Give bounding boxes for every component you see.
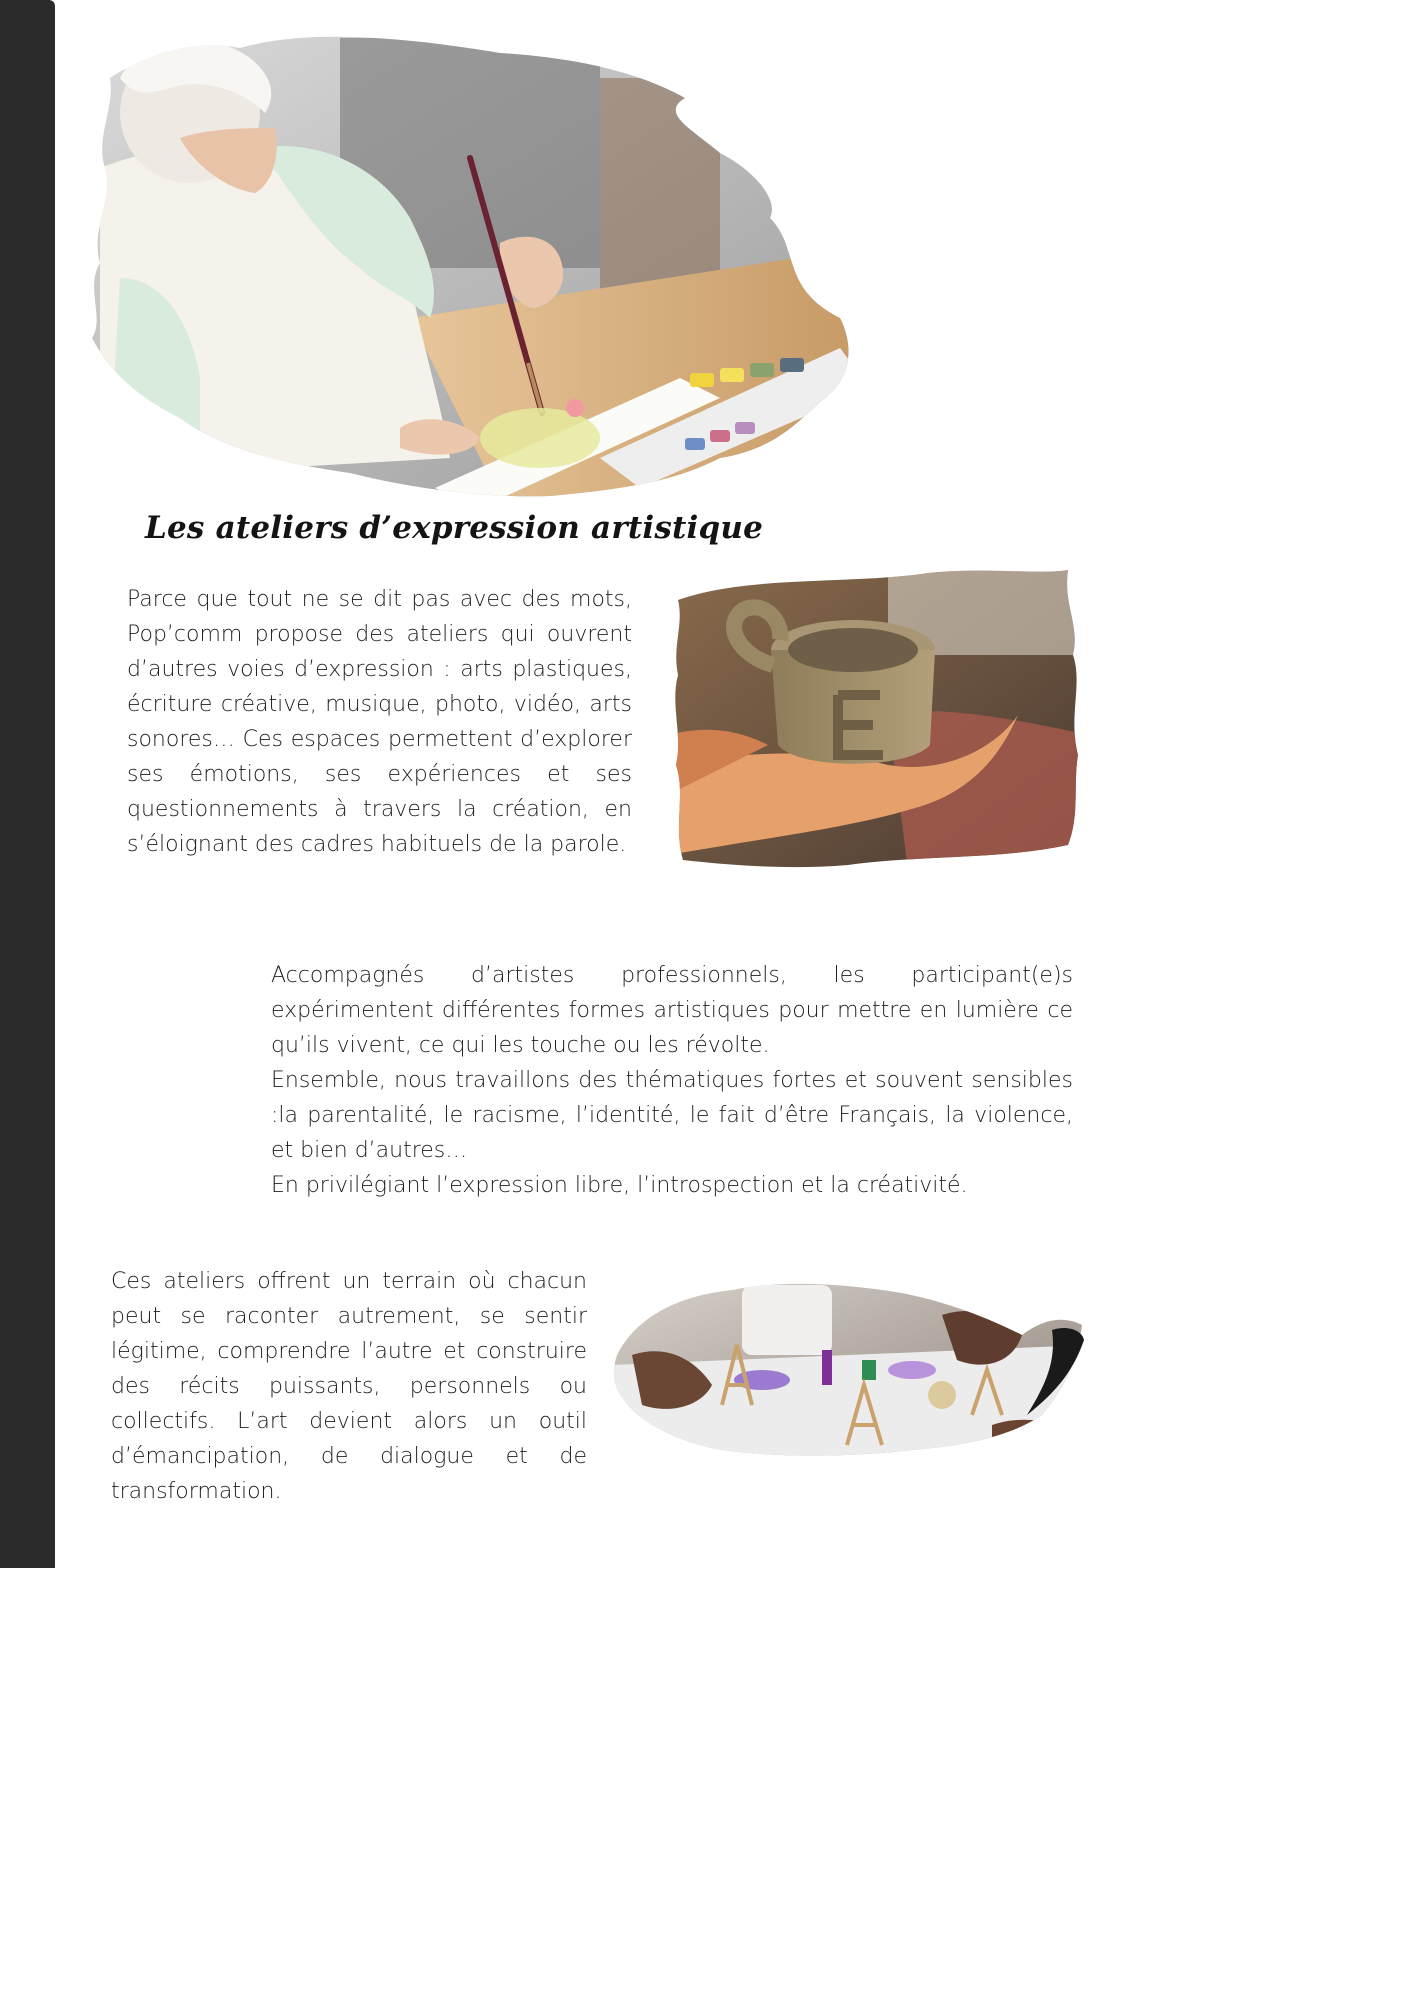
art-workshop-table-photo-icon xyxy=(612,1275,1087,1460)
section-title: Les ateliers d’expression artistique xyxy=(145,510,764,546)
intro-paragraph xyxy=(127,582,632,862)
clay-cup-photo xyxy=(668,565,1088,870)
detail-paragraph-expression: En privilégiant l’expression libre, l’introspection et la créativité. xyxy=(271,1173,968,1198)
watercolor-painting-photo-icon xyxy=(80,18,860,498)
watercolor-painting-photo xyxy=(80,18,860,498)
detail-paragraph-themes: Ensemble, nous travaillons des thématiques fortes et souvent sensibles :la parentalité, le racisme, l’identité, le fait d’être Français, la violence, et bien d’autres… xyxy=(271,1068,1073,1163)
clay-cup-photo-icon xyxy=(668,565,1088,870)
side-accent-bar xyxy=(0,0,55,1568)
closing-paragraph xyxy=(111,1264,587,1509)
closing-paragraph-text: Ces ateliers offrent un terrain où chacun peut se raconter autrement, se sentir légitime, comprendre l’autre et construire des récits puissants, personnels ou collectifs. L’art devient alors un outil d’émancipation, de dialogue et de transformation. xyxy=(111,1269,587,1504)
intro-paragraph-text: Parce que tout ne se dit pas avec des mots, Pop’comm propose des ateliers qui ouvrent d’autres voies d’expression : arts plastiques, écriture créative, musique, photo, vidéo, arts sonores… Ces espaces permettent d’explorer ses émotions, ses expériences et ses questionnements à travers la création, en s’éloignant des cadres habituels de la parole. xyxy=(127,587,632,857)
art-workshop-table-photo xyxy=(612,1275,1087,1460)
detail-paragraphs xyxy=(271,958,1073,1203)
detail-paragraph-artists: Accompagnés d’artistes professionnels, les participant(e)s expérimentent différentes formes artistiques pour mettre en lumière ce qu’ils vivent, ce qui les touche ou les révolte. xyxy=(271,963,1073,1058)
